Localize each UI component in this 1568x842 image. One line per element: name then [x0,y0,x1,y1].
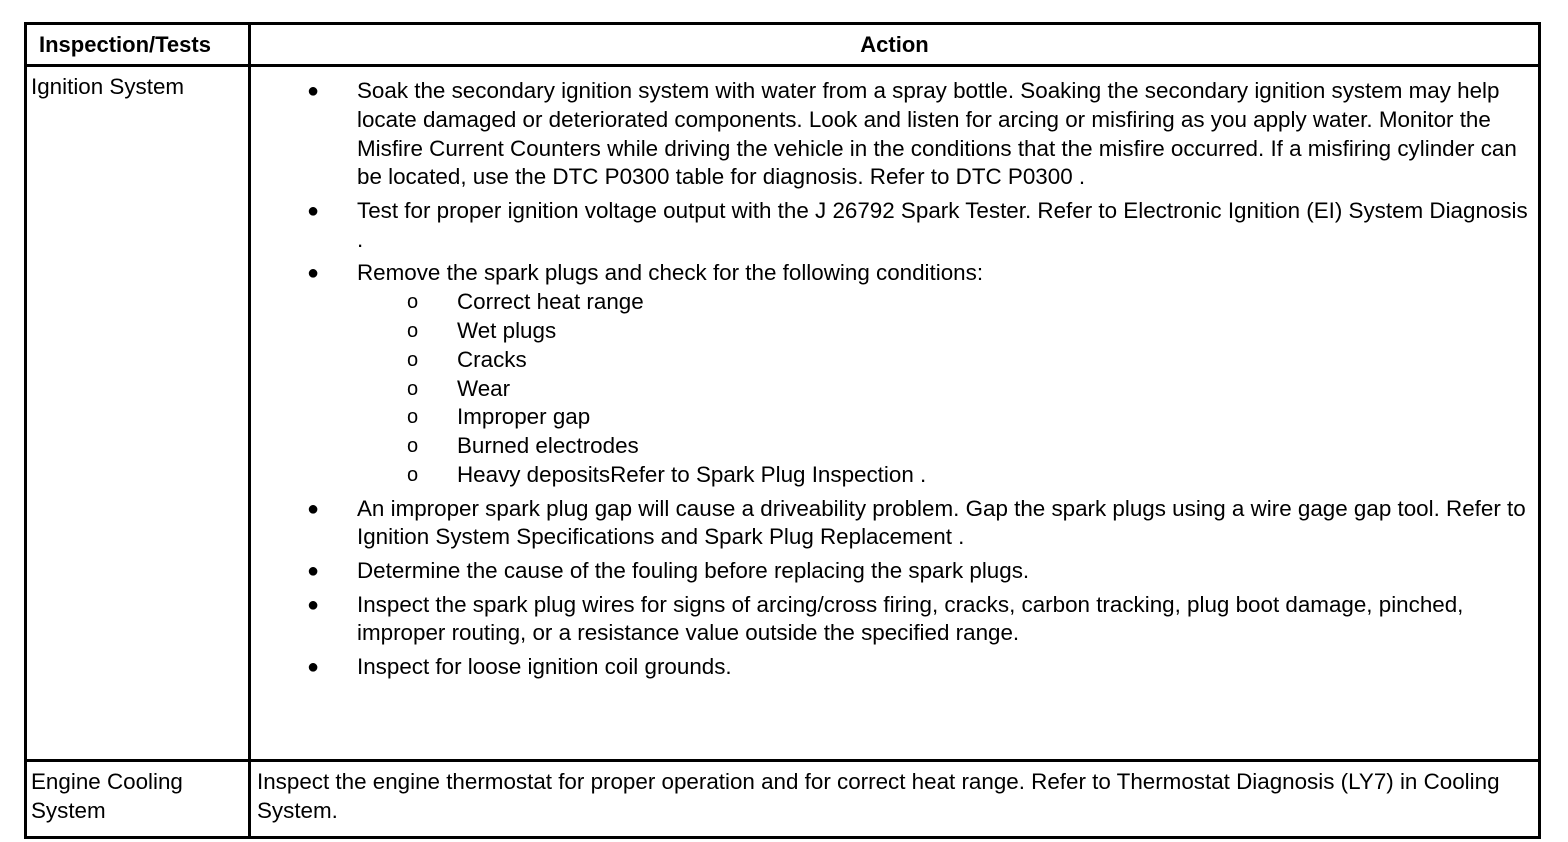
sub-item-text: Wet plugs [457,317,557,343]
row-label-ignition-system: Ignition System [26,66,250,761]
sub-bullet-glyph: o [407,319,419,342]
diagnosis-table [24,22,1541,839]
bullet-glyph: ● [307,655,320,678]
action-bullet-item [251,77,1532,192]
action-bullet-item [251,495,1532,553]
sub-bullet-glyph: o [407,291,419,314]
action-bullet-item [251,197,1532,255]
condition-sub-item [357,403,1532,432]
sub-bullet-glyph: o [407,435,419,458]
bullet-text: Inspect the spark plug wires for signs of arcing/cross firing, cracks, carbon tracking, plug boot damage, pinched, improper routing, or a resistance value outside the specified range. [357,591,1464,646]
action-bullet-item [251,653,1532,682]
action-bullet-item [251,557,1532,586]
condition-sub-item [357,288,1532,317]
table-row-engine-cooling-system [26,761,1540,838]
sub-item-text: Wear [457,375,511,401]
header-row [26,24,1540,66]
sub-item-text: Burned electrodes [457,433,639,459]
header-action: Action [250,24,1540,66]
sub-item-text: Cracks [457,346,527,372]
condition-sub-item [357,461,1532,490]
bullet-text: Remove the spark plugs and check for the following conditions: [357,260,984,286]
bullet-text: Test for proper ignition voltage output with the J 26792 Spark Tester. Refer to Electronic Ignition (EI) System Diagnosis . [357,197,1528,252]
row-label-engine-cooling-system: Engine Cooling System [26,761,250,838]
sub-bullet-glyph: o [407,377,419,400]
condition-sub-list [357,288,1532,490]
bullet-text: Soak the secondary ignition system with water from a spray bottle. Soaking the secondary ignition system may help locate damaged or deteriorated components. Look and listen for arcing or misfiring as you apply water. Monitor the Misfire Current Counters while driving the vehicle in the conditions that the misfire occurred. If a misfiring cylinder can be located, use the DTC P0300 table for diagnosis. Refer to DTC P0300 . [357,78,1517,190]
bullet-glyph: ● [307,593,320,616]
condition-sub-item [357,375,1532,404]
action-bullet-list [251,77,1532,682]
bullet-text: Determine the cause of the fouling before replacing the spark plugs. [357,557,1030,583]
action-bullet-item [251,259,1532,489]
sub-bullet-glyph: o [407,348,419,371]
bullet-glyph: ● [307,559,320,582]
sub-item-text: Improper gap [457,404,591,430]
condition-sub-item [357,317,1532,346]
bullet-text: An improper spark plug gap will cause a driveability problem. Gap the spark plugs using a wire gage gap tool. Refer to Ignition System Specifications and Spark Plug Replacement . [357,495,1526,550]
condition-sub-item [357,432,1532,461]
action-bullet-item [251,591,1532,649]
header-inspection-tests: Inspection/Tests [26,24,250,66]
action-cell-engine-cooling-system: Inspect the engine thermostat for proper operation and for correct heat range. Refer to Thermostat Diagnosis (LY7) in Cooling System. [250,761,1540,838]
sub-item-text: Heavy depositsRefer to Spark Plug Inspection . [457,461,927,487]
bullet-glyph: ● [307,497,320,520]
sub-bullet-glyph: o [407,463,419,486]
bullet-text: Inspect for loose ignition coil grounds. [357,653,732,679]
bullet-glyph: ● [307,199,320,222]
bullet-glyph: ● [307,80,320,102]
table-row-ignition-system [26,66,1540,761]
action-cell-ignition-system [250,66,1540,761]
sub-item-text: Correct heat range [457,289,644,315]
bullet-glyph: ● [307,262,320,285]
condition-sub-item [357,346,1532,375]
sub-bullet-glyph: o [407,406,419,429]
